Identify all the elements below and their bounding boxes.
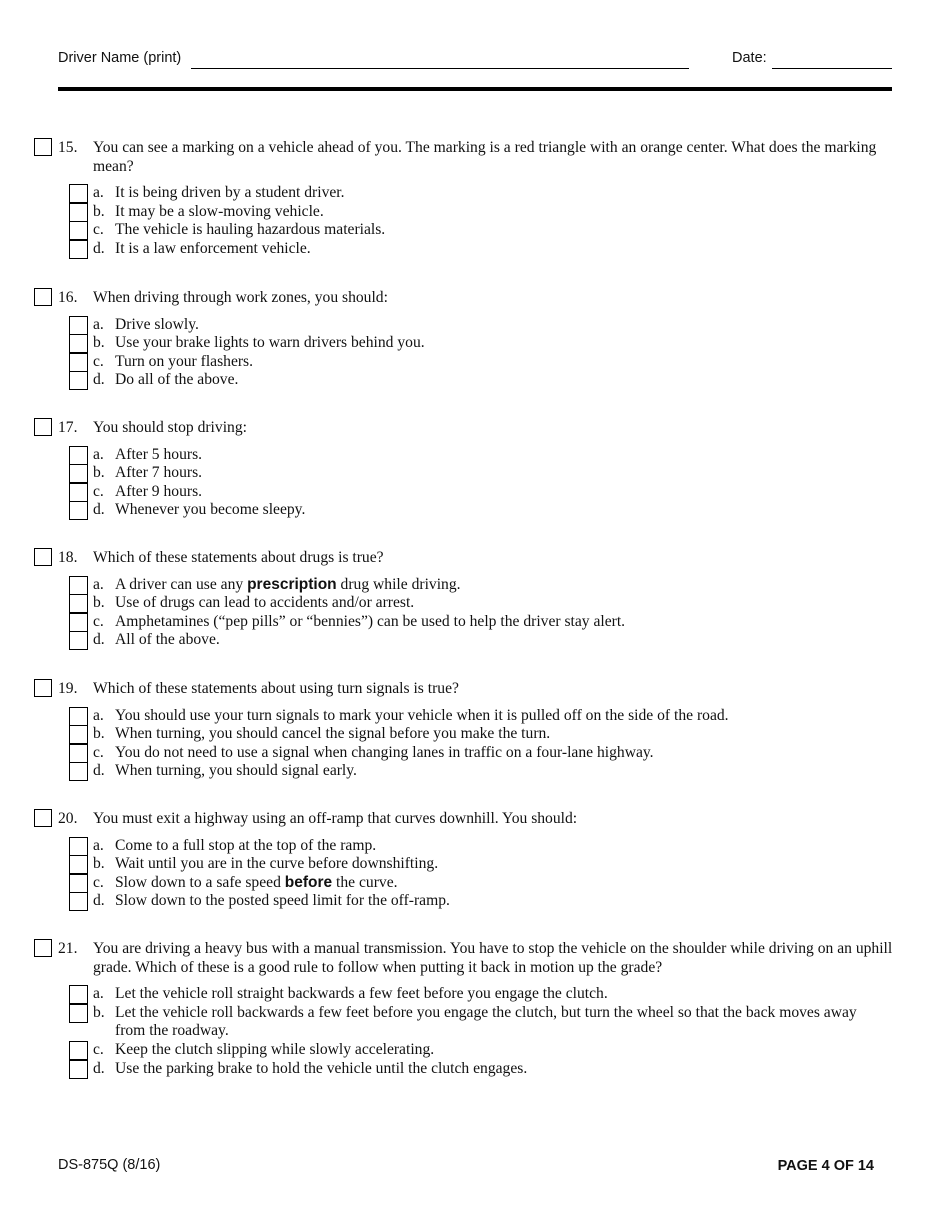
answer-checkbox[interactable] xyxy=(69,371,88,390)
option-letter: a. xyxy=(93,836,104,854)
answer-checkbox[interactable] xyxy=(69,1041,88,1060)
answer-checkbox[interactable] xyxy=(69,334,88,353)
answer-checkbox[interactable] xyxy=(69,483,88,502)
answer-option xyxy=(34,874,894,893)
option-letter: c. xyxy=(93,221,104,239)
option-text-part: A driver can use any xyxy=(115,575,248,593)
answer-checkbox[interactable] xyxy=(69,1004,88,1023)
answer-checkbox[interactable] xyxy=(69,594,88,613)
option-letter: b. xyxy=(93,594,105,612)
answer-checkbox[interactable] xyxy=(69,725,88,744)
option-text: All of the above. xyxy=(115,631,220,649)
question-number: 15. xyxy=(58,139,78,156)
question-text: When driving through work zones, you should: xyxy=(93,289,388,306)
question-number: 19. xyxy=(58,680,78,697)
answer-option xyxy=(34,334,894,353)
option-letter: d. xyxy=(93,762,105,780)
date-field[interactable] xyxy=(772,68,892,69)
option-text: Drive slowly. xyxy=(115,315,199,333)
answer-option xyxy=(34,744,894,763)
option-text: When turning, you should signal early. xyxy=(115,762,357,780)
answer-option xyxy=(34,371,894,390)
answer-checkbox[interactable] xyxy=(69,892,88,911)
answer-checkbox[interactable] xyxy=(69,353,88,372)
question-checkbox[interactable] xyxy=(34,288,52,306)
question-number: 16. xyxy=(58,289,78,306)
question-checkbox[interactable] xyxy=(34,548,52,566)
answer-options xyxy=(34,316,894,390)
option-text: Whenever you become sleepy. xyxy=(115,501,306,519)
answer-checkbox[interactable] xyxy=(69,1060,88,1079)
answer-checkbox[interactable] xyxy=(69,874,88,893)
option-letter: c. xyxy=(93,873,104,891)
answer-option xyxy=(34,707,894,726)
question-number: 18. xyxy=(58,549,78,566)
answer-option xyxy=(34,353,894,372)
answer-checkbox[interactable] xyxy=(69,184,88,203)
option-text: Keep the clutch slipping while slowly accelerating. xyxy=(115,1040,435,1058)
answer-checkbox[interactable] xyxy=(69,221,88,240)
answer-option xyxy=(34,316,894,335)
answer-options xyxy=(34,837,894,911)
option-text: You should use your turn signals to mark your vehicle when it is pulled off on the side of the road. xyxy=(115,706,729,724)
form-id: DS-875Q (8/16) xyxy=(58,1157,161,1173)
option-letter: c. xyxy=(93,612,104,630)
answer-checkbox[interactable] xyxy=(69,707,88,726)
answer-option xyxy=(34,855,894,874)
answer-option xyxy=(34,446,894,465)
option-letter: d. xyxy=(93,892,105,910)
question-text: You must exit a highway using an off-ramp that curves downhill. You should: xyxy=(93,810,578,827)
option-letter: d. xyxy=(93,371,105,389)
option-letter: a. xyxy=(93,706,104,724)
option-letter: c. xyxy=(93,482,104,500)
question-number: 21. xyxy=(58,940,78,957)
option-letter: d. xyxy=(93,501,105,519)
answer-option xyxy=(34,762,894,781)
option-text: Use your brake lights to warn drivers behind you. xyxy=(115,334,425,352)
question-17 xyxy=(34,419,894,520)
answer-option xyxy=(34,464,894,483)
option-text-part: Slow down to a safe speed xyxy=(115,873,285,891)
option-text: Wait until you are in the curve before downshifting. xyxy=(115,855,439,873)
answer-option xyxy=(34,594,894,613)
answer-checkbox[interactable] xyxy=(69,613,88,632)
answer-option xyxy=(34,501,894,520)
option-letter: b. xyxy=(93,334,105,352)
answer-option xyxy=(34,203,894,222)
option-letter: b. xyxy=(93,202,105,220)
answer-checkbox[interactable] xyxy=(69,855,88,874)
answer-option xyxy=(34,221,894,240)
answer-options xyxy=(34,576,894,650)
question-text: You are driving a heavy bus with a manual transmission. You have to stop the vehicle on the shoulder while driving on an uphill grade. Which of these is a good rule to follow when putting it back in motion up the grade? xyxy=(93,940,893,976)
option-letter: d. xyxy=(93,631,105,649)
answer-option xyxy=(34,837,894,856)
answer-option xyxy=(34,985,894,1004)
question-19 xyxy=(34,680,894,781)
answer-checkbox[interactable] xyxy=(69,837,88,856)
answer-checkbox[interactable] xyxy=(69,240,88,259)
answer-checkbox[interactable] xyxy=(69,762,88,781)
option-text: Amphetamines (“pep pills” or “bennies”) can be used to help the driver stay alert. xyxy=(115,612,626,630)
answer-option xyxy=(34,1004,894,1041)
question-checkbox[interactable] xyxy=(34,939,52,957)
option-letter: d. xyxy=(93,1059,105,1077)
option-text: After 5 hours. xyxy=(115,445,203,463)
driver-name-label: Driver Name (print) xyxy=(58,50,182,66)
question-18 xyxy=(34,549,894,650)
option-text-emphasis: prescription xyxy=(247,575,337,593)
question-number: 17. xyxy=(58,419,78,436)
option-letter: c. xyxy=(93,1040,104,1058)
question-text: You should stop driving: xyxy=(93,419,247,436)
question-15 xyxy=(34,139,894,259)
option-text: Let the vehicle roll straight backwards a few feet before you engage the clutch. xyxy=(115,985,608,1003)
option-text: It is being driven by a student driver. xyxy=(115,184,345,202)
answer-option xyxy=(34,1041,894,1060)
option-text: Use the parking brake to hold the vehicle until the clutch engages. xyxy=(115,1059,528,1077)
option-text: Come to a full stop at the top of the ramp. xyxy=(115,836,377,854)
answer-checkbox[interactable] xyxy=(69,576,88,595)
answer-options xyxy=(34,985,894,1078)
question-text: Which of these statements about drugs is true? xyxy=(93,549,384,566)
option-text-part: the curve. xyxy=(332,873,398,891)
option-letter: a. xyxy=(93,575,104,593)
date-label: Date: xyxy=(732,50,767,66)
question-checkbox[interactable] xyxy=(34,809,52,827)
question-checkbox[interactable] xyxy=(34,679,52,697)
form-header xyxy=(58,48,892,94)
question-16 xyxy=(34,289,894,390)
question-text: Which of these statements about using turn signals is true? xyxy=(93,680,459,697)
answer-options xyxy=(34,184,894,258)
question-number: 20. xyxy=(58,810,78,827)
option-letter: a. xyxy=(93,985,104,1003)
question-checkbox[interactable] xyxy=(34,418,52,436)
option-text: The vehicle is hauling hazardous materials. xyxy=(115,221,386,239)
answer-checkbox[interactable] xyxy=(69,446,88,465)
answer-option xyxy=(34,613,894,632)
option-letter: a. xyxy=(93,184,104,202)
option-text: It may be a slow-moving vehicle. xyxy=(115,202,324,220)
answer-checkbox[interactable] xyxy=(69,203,88,222)
option-text: After 7 hours. xyxy=(115,464,203,482)
answer-option xyxy=(34,892,894,911)
answer-checkbox[interactable] xyxy=(69,316,88,335)
page-number: PAGE 4 OF 14 xyxy=(777,1158,874,1174)
answer-options xyxy=(34,446,894,520)
question-checkbox[interactable] xyxy=(34,138,52,156)
option-letter: b. xyxy=(93,464,105,482)
option-text: Use of drugs can lead to accidents and/or arrest. xyxy=(115,594,415,612)
answer-checkbox[interactable] xyxy=(69,464,88,483)
option-text: Let the vehicle roll backwards a few feet before you engage the clutch, but turn the wheel so that the back moves away from the roadway. xyxy=(115,1003,857,1040)
option-text: Turn on your flashers. xyxy=(115,352,254,370)
header-divider xyxy=(58,87,892,91)
option-text xyxy=(115,576,890,595)
question-20 xyxy=(34,810,894,911)
option-text: When turning, you should cancel the signal before you make the turn. xyxy=(115,725,551,743)
answer-option xyxy=(34,576,894,595)
option-letter: d. xyxy=(93,239,105,257)
option-text: It is a law enforcement vehicle. xyxy=(115,239,311,257)
answer-checkbox[interactable] xyxy=(69,985,88,1004)
answer-checkbox[interactable] xyxy=(69,631,88,650)
answer-option xyxy=(34,240,894,259)
answer-checkbox[interactable] xyxy=(69,744,88,763)
option-text-emphasis: before xyxy=(284,873,333,891)
option-text: Slow down to the posted speed limit for the off-ramp. xyxy=(115,892,450,910)
option-letter: a. xyxy=(93,445,104,463)
answer-checkbox[interactable] xyxy=(69,501,88,520)
question-text: You can see a marking on a vehicle ahead of you. The marking is a red triangle with an orange center. What does the marking mean? xyxy=(93,139,877,175)
option-letter: c. xyxy=(93,352,104,370)
option-letter: c. xyxy=(93,743,104,761)
option-letter: b. xyxy=(93,725,105,743)
answer-option xyxy=(34,1060,894,1079)
driver-name-field[interactable] xyxy=(191,68,689,69)
option-text: Do all of the above. xyxy=(115,371,239,389)
option-text: You do not need to use a signal when changing lanes in traffic on a four-lane highway. xyxy=(115,743,654,761)
option-text xyxy=(115,874,890,893)
option-text: After 9 hours. xyxy=(115,482,203,500)
answer-option xyxy=(34,184,894,203)
option-text-part: drug while driving. xyxy=(336,575,461,593)
option-letter: b. xyxy=(93,855,105,873)
answer-option xyxy=(34,483,894,502)
answer-option xyxy=(34,631,894,650)
answer-options xyxy=(34,707,894,781)
option-letter: b. xyxy=(93,1003,105,1021)
question-21 xyxy=(34,940,894,1078)
answer-option xyxy=(34,725,894,744)
option-letter: a. xyxy=(93,315,104,333)
